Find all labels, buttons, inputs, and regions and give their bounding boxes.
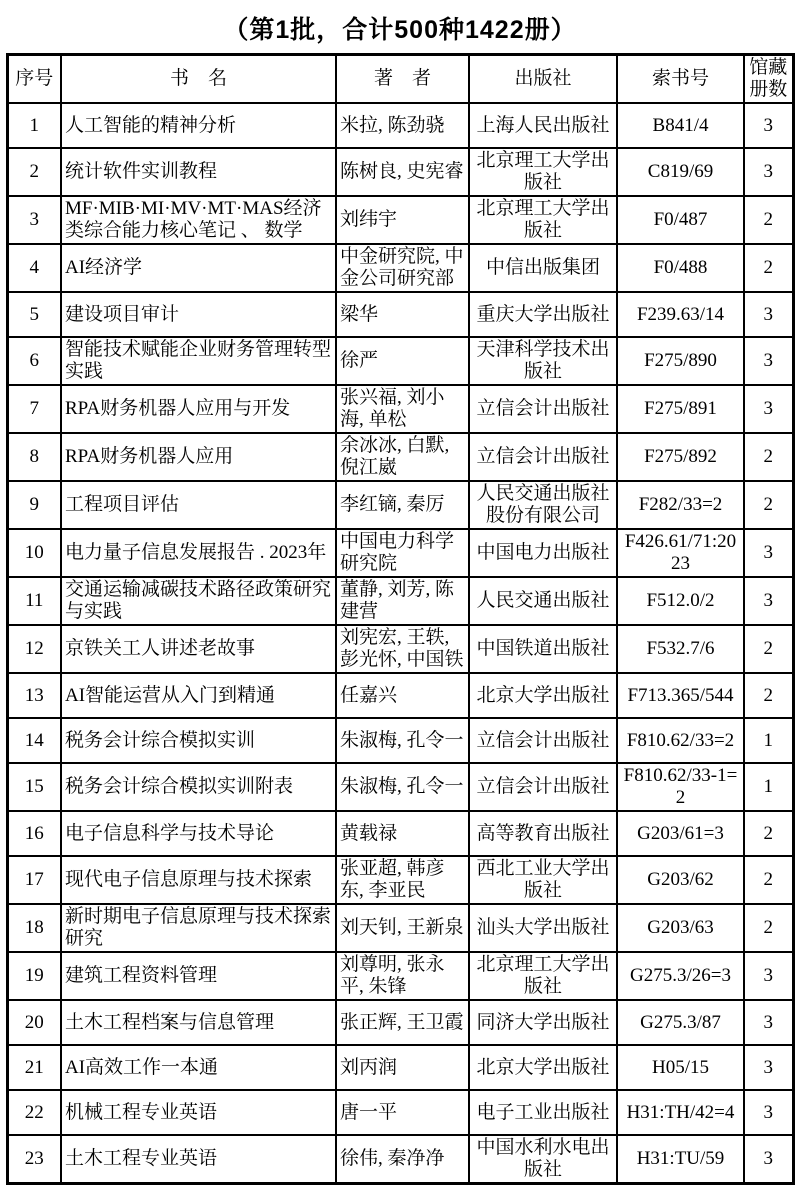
cell-call-number: F810.62/33=2 [617,718,744,763]
cell-index: 17 [7,856,61,904]
cell-index: 11 [7,577,61,625]
cell-call-number: G203/61=3 [617,811,744,856]
cell-book-title: RPA财务机器人应用 [61,433,336,481]
cell-copies: 2 [744,904,793,952]
cell-publisher: 高等教育出版社 [469,811,617,856]
cell-copies: 3 [744,148,793,196]
table-row [7,856,793,904]
cell-book-title: 税务会计综合模拟实训附表 [61,763,336,811]
header-publisher: 出版社 [469,55,617,104]
cell-book-title: AI经济学 [61,244,336,292]
cell-author: 米拉, 陈劲骁 [336,103,469,148]
cell-book-title: 统计软件实训教程 [61,148,336,196]
cell-author: 李红镝, 秦厉 [336,481,469,529]
cell-book-title: 土木工程档案与信息管理 [61,1000,336,1045]
cell-copies: 3 [744,1090,793,1135]
cell-author: 张正辉, 王卫霞 [336,1000,469,1045]
cell-call-number: F512.0/2 [617,577,744,625]
cell-index: 16 [7,811,61,856]
cell-copies: 2 [744,481,793,529]
cell-index: 18 [7,904,61,952]
cell-index: 5 [7,292,61,337]
header-book-title: 书 名 [61,55,336,104]
header-author: 著 者 [336,55,469,104]
cell-author: 董静, 刘芳, 陈建营 [336,577,469,625]
cell-copies: 3 [744,337,793,385]
cell-publisher: 中国水利水电出版社 [469,1135,617,1184]
cell-publisher: 电子工业出版社 [469,1090,617,1135]
cell-copies: 2 [744,433,793,481]
cell-book-title: 人工智能的精神分析 [61,103,336,148]
cell-author: 梁华 [336,292,469,337]
table-row [7,244,793,292]
table-row [7,196,793,244]
cell-call-number: F713.365/544 [617,673,744,718]
cell-author: 朱淑梅, 孔令一 [336,718,469,763]
cell-index: 13 [7,673,61,718]
cell-publisher: 北京理工大学出版社 [469,148,617,196]
header-index: 序号 [7,55,61,104]
cell-publisher: 上海人民出版社 [469,103,617,148]
cell-index: 22 [7,1090,61,1135]
cell-book-title: MF·MIB·MI·MV·MT·MAS经济类综合能力核心笔记 、 数学 [61,196,336,244]
cell-index: 12 [7,625,61,673]
cell-author: 徐伟, 秦净净 [336,1135,469,1184]
cell-call-number: G275.3/87 [617,1000,744,1045]
cell-copies: 3 [744,103,793,148]
table-row [7,433,793,481]
cell-author: 刘宪宏, 王轶, 彭光怀, 中国铁 [336,625,469,673]
cell-publisher: 人民交通出版社股份有限公司 [469,481,617,529]
cell-book-title: 京铁关工人讲述老故事 [61,625,336,673]
cell-author: 徐严 [336,337,469,385]
cell-author: 朱淑梅, 孔令一 [336,763,469,811]
cell-publisher: 汕头大学出版社 [469,904,617,952]
cell-call-number: B841/4 [617,103,744,148]
table-row [7,481,793,529]
table-row [7,625,793,673]
cell-publisher: 人民交通出版社 [469,577,617,625]
cell-copies: 3 [744,952,793,1000]
cell-publisher: 西北工业大学出版社 [469,856,617,904]
cell-index: 23 [7,1135,61,1184]
cell-author: 刘丙润 [336,1045,469,1090]
cell-call-number: F0/488 [617,244,744,292]
cell-author: 张亚超, 韩彦东, 李亚民 [336,856,469,904]
cell-copies: 3 [744,577,793,625]
cell-book-title: 现代电子信息原理与技术探索 [61,856,336,904]
cell-index: 6 [7,337,61,385]
cell-copies: 2 [744,811,793,856]
cell-publisher: 北京大学出版社 [469,1045,617,1090]
cell-book-title: 建筑工程资料管理 [61,952,336,1000]
cell-copies: 2 [744,196,793,244]
cell-call-number: G275.3/26=3 [617,952,744,1000]
cell-publisher: 北京大学出版社 [469,673,617,718]
cell-index: 19 [7,952,61,1000]
cell-copies: 1 [744,718,793,763]
cell-call-number: G203/63 [617,904,744,952]
cell-author: 刘天钊, 王新泉 [336,904,469,952]
header-copies: 馆藏册数 [744,55,793,104]
cell-call-number: F282/33=2 [617,481,744,529]
cell-copies: 3 [744,529,793,577]
cell-index: 1 [7,103,61,148]
cell-copies: 2 [744,625,793,673]
cell-publisher: 立信会计出版社 [469,763,617,811]
cell-author: 陈树良, 史宪睿 [336,148,469,196]
cell-call-number: F275/891 [617,385,744,433]
cell-publisher: 北京理工大学出版社 [469,196,617,244]
cell-author: 唐一平 [336,1090,469,1135]
cell-call-number: F0/487 [617,196,744,244]
cell-index: 20 [7,1000,61,1045]
book-table [6,53,795,1185]
cell-copies: 2 [744,856,793,904]
cell-copies: 3 [744,292,793,337]
table-row [7,811,793,856]
header-row [7,55,793,104]
table-row [7,1045,793,1090]
table-row [7,904,793,952]
cell-book-title: 智能技术赋能企业财务管理转型实践 [61,337,336,385]
cell-copies: 3 [744,1135,793,1184]
cell-publisher: 天津科学技术出版社 [469,337,617,385]
cell-copies: 3 [744,1000,793,1045]
table-row [7,292,793,337]
cell-publisher: 立信会计出版社 [469,718,617,763]
cell-index: 2 [7,148,61,196]
cell-publisher: 同济大学出版社 [469,1000,617,1045]
cell-book-title: 电子信息科学与技术导论 [61,811,336,856]
table-row [7,577,793,625]
book-table-body [7,103,793,1184]
cell-call-number: F275/892 [617,433,744,481]
cell-book-title: RPA财务机器人应用与开发 [61,385,336,433]
table-row [7,148,793,196]
cell-book-title: AI智能运营从入门到精通 [61,673,336,718]
cell-index: 21 [7,1045,61,1090]
cell-author: 任嘉兴 [336,673,469,718]
cell-publisher: 立信会计出版社 [469,385,617,433]
cell-book-title: 交通运输减碳技术路径政策研究与实践 [61,577,336,625]
cell-call-number: H31:TH/42=4 [617,1090,744,1135]
cell-publisher: 中国电力出版社 [469,529,617,577]
cell-author: 刘尊明, 张永平, 朱锋 [336,952,469,1000]
table-row [7,1000,793,1045]
cell-index: 9 [7,481,61,529]
cell-book-title: 土木工程专业英语 [61,1135,336,1184]
cell-publisher: 中国铁道出版社 [469,625,617,673]
cell-index: 15 [7,763,61,811]
cell-call-number: G203/62 [617,856,744,904]
cell-publisher: 重庆大学出版社 [469,292,617,337]
cell-author: 余冰冰, 白默, 倪江崴 [336,433,469,481]
cell-book-title: 税务会计综合模拟实训 [61,718,336,763]
cell-call-number: F810.62/33-1=2 [617,763,744,811]
cell-book-title: 工程项目评估 [61,481,336,529]
cell-copies: 1 [744,763,793,811]
cell-index: 7 [7,385,61,433]
table-row [7,385,793,433]
header-call-number: 索书号 [617,55,744,104]
cell-index: 14 [7,718,61,763]
cell-author: 黄载禄 [336,811,469,856]
table-row [7,1090,793,1135]
cell-book-title: 机械工程专业英语 [61,1090,336,1135]
cell-index: 4 [7,244,61,292]
cell-author: 刘纬宇 [336,196,469,244]
cell-call-number: F426.61/71:2023 [617,529,744,577]
cell-publisher: 中信出版集团 [469,244,617,292]
table-row [7,763,793,811]
cell-copies: 3 [744,1045,793,1090]
page-title: （第1批，合计500种1422册） [223,16,577,44]
cell-call-number: C819/69 [617,148,744,196]
cell-call-number: H31:TU/59 [617,1135,744,1184]
cell-publisher: 立信会计出版社 [469,433,617,481]
cell-publisher: 北京理工大学出版社 [469,952,617,1000]
cell-index: 10 [7,529,61,577]
cell-copies: 2 [744,244,793,292]
cell-index: 3 [7,196,61,244]
cell-copies: 2 [744,673,793,718]
cell-author: 中国电力科学研究院 [336,529,469,577]
table-row [7,673,793,718]
cell-call-number: F275/890 [617,337,744,385]
cell-book-title: AI高效工作一本通 [61,1045,336,1090]
cell-index: 8 [7,433,61,481]
cell-book-title: 建设项目审计 [61,292,336,337]
table-row [7,1135,793,1184]
cell-author: 张兴福, 刘小海, 单松 [336,385,469,433]
cell-author: 中金研究院, 中金公司研究部 [336,244,469,292]
table-row [7,952,793,1000]
cell-copies: 3 [744,385,793,433]
table-row [7,337,793,385]
cell-book-title: 新时期电子信息原理与技术探索研究 [61,904,336,952]
cell-call-number: H05/15 [617,1045,744,1090]
table-row [7,103,793,148]
cell-book-title: 电力量子信息发展报告 . 2023年 [61,529,336,577]
table-row [7,718,793,763]
cell-call-number: F239.63/14 [617,292,744,337]
table-row [7,529,793,577]
cell-call-number: F532.7/6 [617,625,744,673]
